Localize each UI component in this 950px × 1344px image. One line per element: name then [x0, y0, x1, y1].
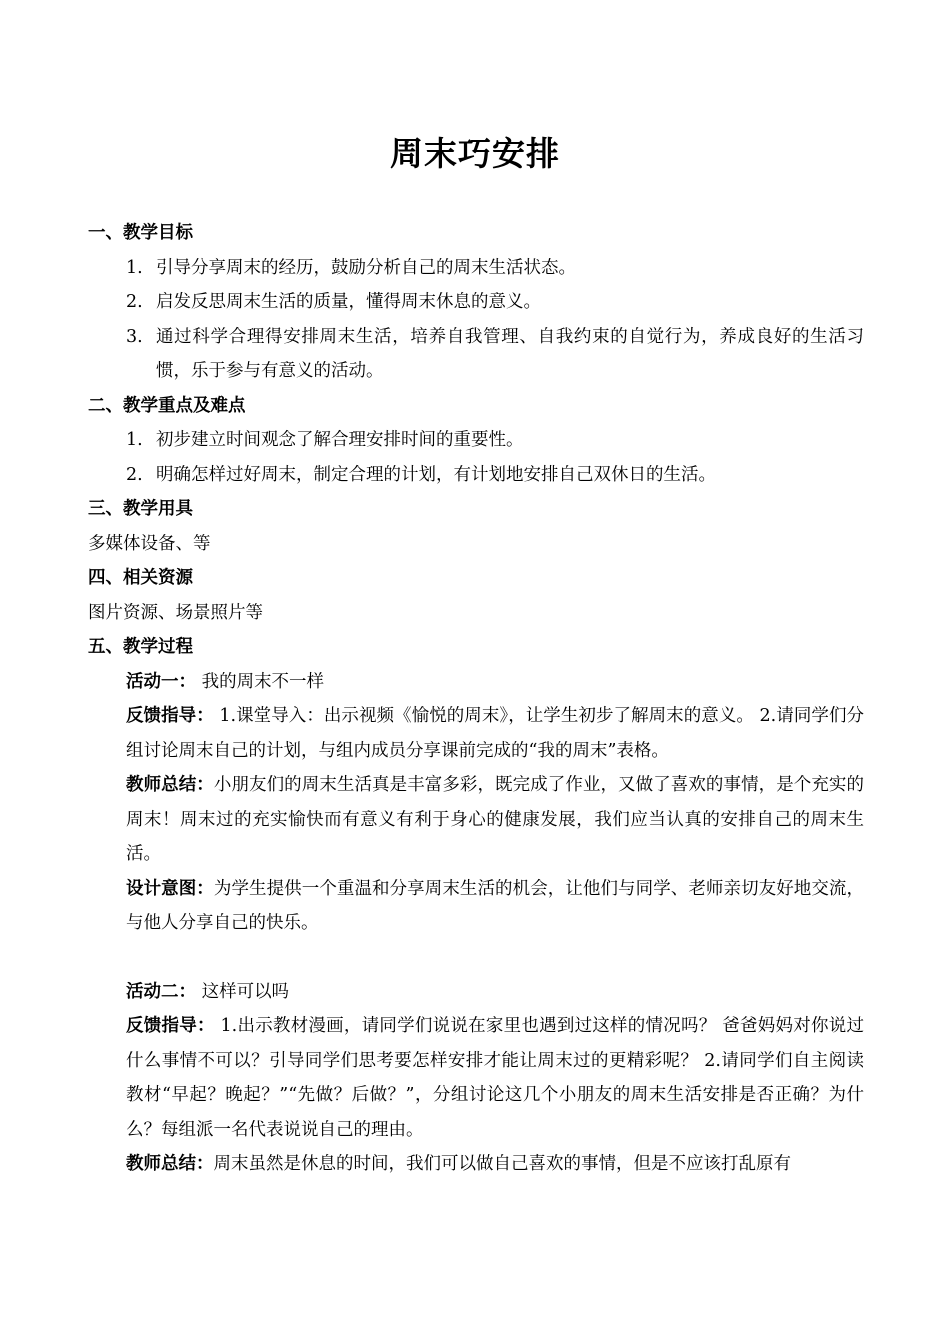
activity-2-feedback: [88, 1009, 864, 1147]
paragraph-gap: [88, 941, 864, 975]
activity-2-title: [88, 975, 864, 1010]
activity-2-name: 这样可以吗: [196, 981, 290, 1002]
feedback-label: 反馈指导：: [126, 706, 214, 726]
list-number: 3.: [126, 326, 143, 347]
design-text: 为学生提供一个重温和分享周末生活的机会，让他们与同学、老师亲切友好地交流，与他人分享自己的快乐。: [126, 878, 865, 933]
section-heading-tools: 三、教学用具: [88, 499, 193, 519]
list-text: 通过科学合理得安排周末生活，培养自我管理、自我约束的自觉行为，养成良好的生活习惯，乐于参与有意义的活动。: [156, 326, 864, 381]
design-label: 设计意图：: [126, 878, 214, 899]
list-item: [88, 320, 864, 389]
list-text: 明确怎样过好周末，制定合理的计划，有计划地安排自己双休日的生活。: [156, 464, 716, 485]
activity-2-label: 活动二：: [126, 981, 196, 1002]
section-heading-resources: 四、相关资源: [88, 568, 193, 588]
document-title: 周末巧安排: [390, 134, 560, 173]
list-number: 1.: [126, 257, 143, 278]
document-body: [88, 216, 864, 1182]
activity-1-design: [88, 872, 864, 941]
feedback-label: 反馈指导：: [126, 1016, 215, 1036]
section-text-tools: 多媒体设备、等: [88, 533, 211, 554]
activity-1-name: 我的周末不一样: [196, 671, 325, 692]
summary-label: 教师总结：: [126, 1154, 214, 1174]
activity-1-summary: [88, 768, 864, 872]
list-item: [88, 458, 864, 493]
activity-1-feedback: [88, 699, 864, 768]
list-item: [88, 251, 864, 286]
list-text: 初步建立时间观念了解合理安排时间的重要性。: [156, 430, 524, 450]
activity-2-summary: [88, 1147, 864, 1182]
section-heading-key-points: 二、教学重点及难点: [88, 395, 246, 416]
list-item: [88, 285, 864, 320]
list-item: [88, 423, 864, 458]
list-text: 引导分享周末的经历，鼓励分析自己的周末生活状态。: [156, 257, 576, 278]
section-heading-process: 五、教学过程: [88, 637, 193, 657]
list-number: 1.: [126, 430, 143, 450]
activity-1-title: [88, 665, 864, 700]
feedback-text: 1.出示教材漫画，请同学们说说在家里也遇到过这样的情况吗？ 爸爸妈妈对你说过什么事情不可以？引导同学们思考要怎样安排才能让周末过的更精彩呢？ 2.请同学们自主阅读教材“早起？晚起？”“先做？后做？”，分组讨论这几个小朋友的周末生活安排是否正确？为什么？每组派一名代表说说自己的理由。: [126, 1016, 864, 1140]
summary-text: 小朋友们的周末生活真是丰富多彩，既完成了作业，又做了喜欢的事情，是个充实的周末！周末过的充实愉快而有意义有利于身心的健康发展，我们应当认真的安排自己的周末生活。: [126, 775, 865, 864]
summary-text: 周末虽然是休息的时间，我们可以做自己喜欢的事情，但是不应该打乱原有: [213, 1154, 791, 1174]
list-text: 启发反思周末生活的质量，懂得周末休息的意义。: [156, 292, 541, 312]
section-text-resources: 图片资源、场景照片等: [88, 602, 263, 623]
feedback-text: 1.课堂导入：出示视频《愉悦的周末》，让学生初步了解周末的意义。 2.请同学们分组讨论周末自己的计划，与组内成员分享课前完成的“我的周末”表格。: [126, 706, 864, 761]
activity-1-label: 活动一：: [126, 671, 196, 692]
summary-label: 教师总结：: [126, 775, 214, 795]
list-number: 2.: [126, 292, 143, 312]
section-heading-objectives: 一、教学目标: [88, 223, 193, 243]
list-number: 2.: [126, 464, 143, 485]
